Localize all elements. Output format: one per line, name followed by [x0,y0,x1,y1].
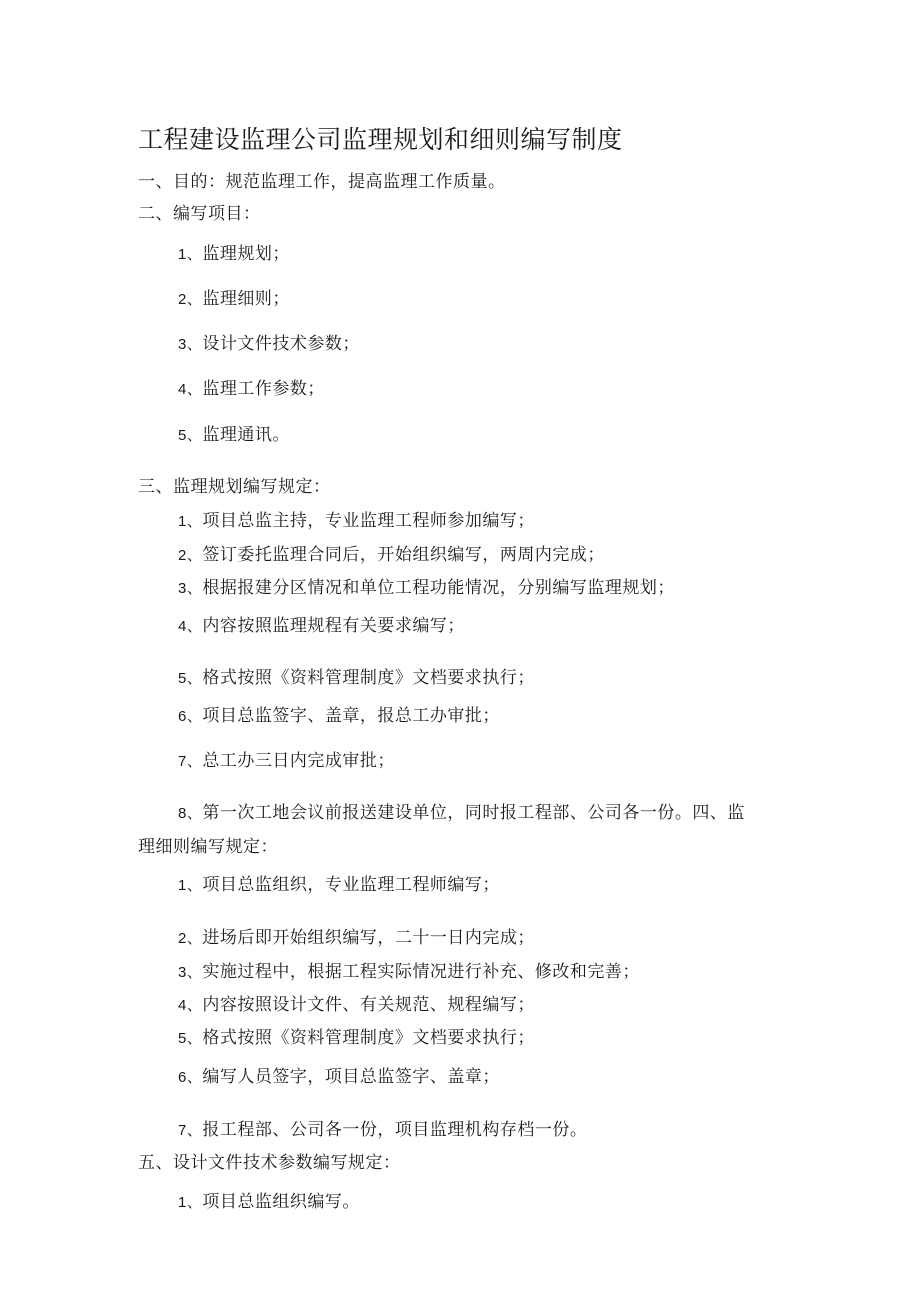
list-item-text: 第一次工地会议前报送建设单位，同时报工程部、公司各一份。四、监 [202,803,745,823]
list-item-number: 3、 [178,964,203,981]
list-item-text: 项目总监签字、盖章，报总工办审批； [202,706,500,726]
list-item-number: 2、 [178,930,203,947]
list-item-number: 6、 [178,708,203,725]
list-item-text: 项目总监组织编写。 [202,1192,360,1212]
list-item [178,243,290,266]
list-item [178,994,535,1017]
list-item-number: 1、 [178,513,203,530]
section-heading-planning-rules: 三、监理规划编写规定： [138,477,331,497]
list-item-number: 8、 [178,805,203,822]
list-item-text: 编写人员签字，项目总监签字、盖章； [202,1067,500,1087]
list-item [178,333,360,356]
list-item [178,927,535,950]
list-item [178,1027,535,1050]
list-item [178,1066,500,1089]
list-item-text: 监理规划； [202,244,290,264]
section-heading-design-parameters: 五、设计文件技术参数编写规定： [138,1153,401,1173]
list-item-text: 监理细则； [202,289,290,309]
list-item-number: 4、 [178,381,203,398]
list-item-text: 实施过程中，根据工程实际情况进行补充、修改和完善； [202,962,640,982]
list-item [178,288,290,311]
list-item-text: 项目总监组织，专业监理工程师编写； [202,875,500,895]
list-item-number: 1、 [178,877,203,894]
list-item-number: 6、 [178,1069,203,1086]
list-item-number: 3、 [178,336,203,353]
list-item-text: 格式按照《资料管理制度》文档要求执行； [202,668,535,688]
list-item [178,378,325,401]
list-item-number: 2、 [178,547,203,564]
section-heading-writing-items: 二、编写项目： [138,204,261,224]
list-item-text: 签订委托监理合同后，开始组织编写，两周内完成； [202,545,605,565]
document-title: 工程建设监理公司监理规划和细则编写制度 [138,125,623,154]
list-item-text: 监理工作参数； [202,379,325,399]
list-item-number: 4、 [178,997,203,1014]
list-item-text: 进场后即开始组织编写，二十一日内完成； [202,928,535,948]
list-item-number: 5、 [178,1030,203,1047]
list-item-text: 内容按照监理规程有关要求编写； [202,616,465,636]
list-item-text: 格式按照《资料管理制度》文档要求执行； [202,1028,535,1048]
list-item-number: 2、 [178,291,203,308]
list-item [178,705,500,728]
list-item [178,667,535,690]
list-item [178,510,535,533]
list-item [178,750,395,773]
list-item [178,424,290,447]
list-item-text: 内容按照设计文件、有关规范、规程编写； [202,995,535,1015]
list-item [178,1119,587,1142]
list-item-text: 设计文件技术参数； [202,334,360,354]
list-item-text: 总工办三日内完成审批； [202,751,395,771]
list-item [178,544,605,567]
list-item-number: 7、 [178,753,203,770]
list-item-text: 报工程部、公司各一份，项目监理机构存档一份。 [202,1120,588,1140]
list-item [178,1191,360,1214]
list-item [178,615,465,638]
paragraph-continuation: 理细则编写规定： [138,837,278,857]
list-item-number: 1、 [178,1194,203,1211]
list-item-number: 1、 [178,246,203,263]
section-purpose: 一、目的：规范监理工作，提高监理工作质量。 [138,172,506,192]
list-item [178,802,745,825]
list-item-text: 项目总监主持，专业监理工程师参加编写； [202,511,535,531]
list-item-text: 监理通讯。 [202,425,290,445]
list-item-number: 7、 [178,1122,203,1139]
list-item-number: 5、 [178,427,203,444]
list-item [178,874,500,897]
list-item-text: 根据报建分区情况和单位工程功能情况，分别编写监理规划； [202,578,675,598]
list-item [178,961,640,984]
list-item [178,577,675,600]
list-item-number: 4、 [178,618,203,635]
list-item-number: 3、 [178,580,203,597]
list-item-number: 5、 [178,670,203,687]
